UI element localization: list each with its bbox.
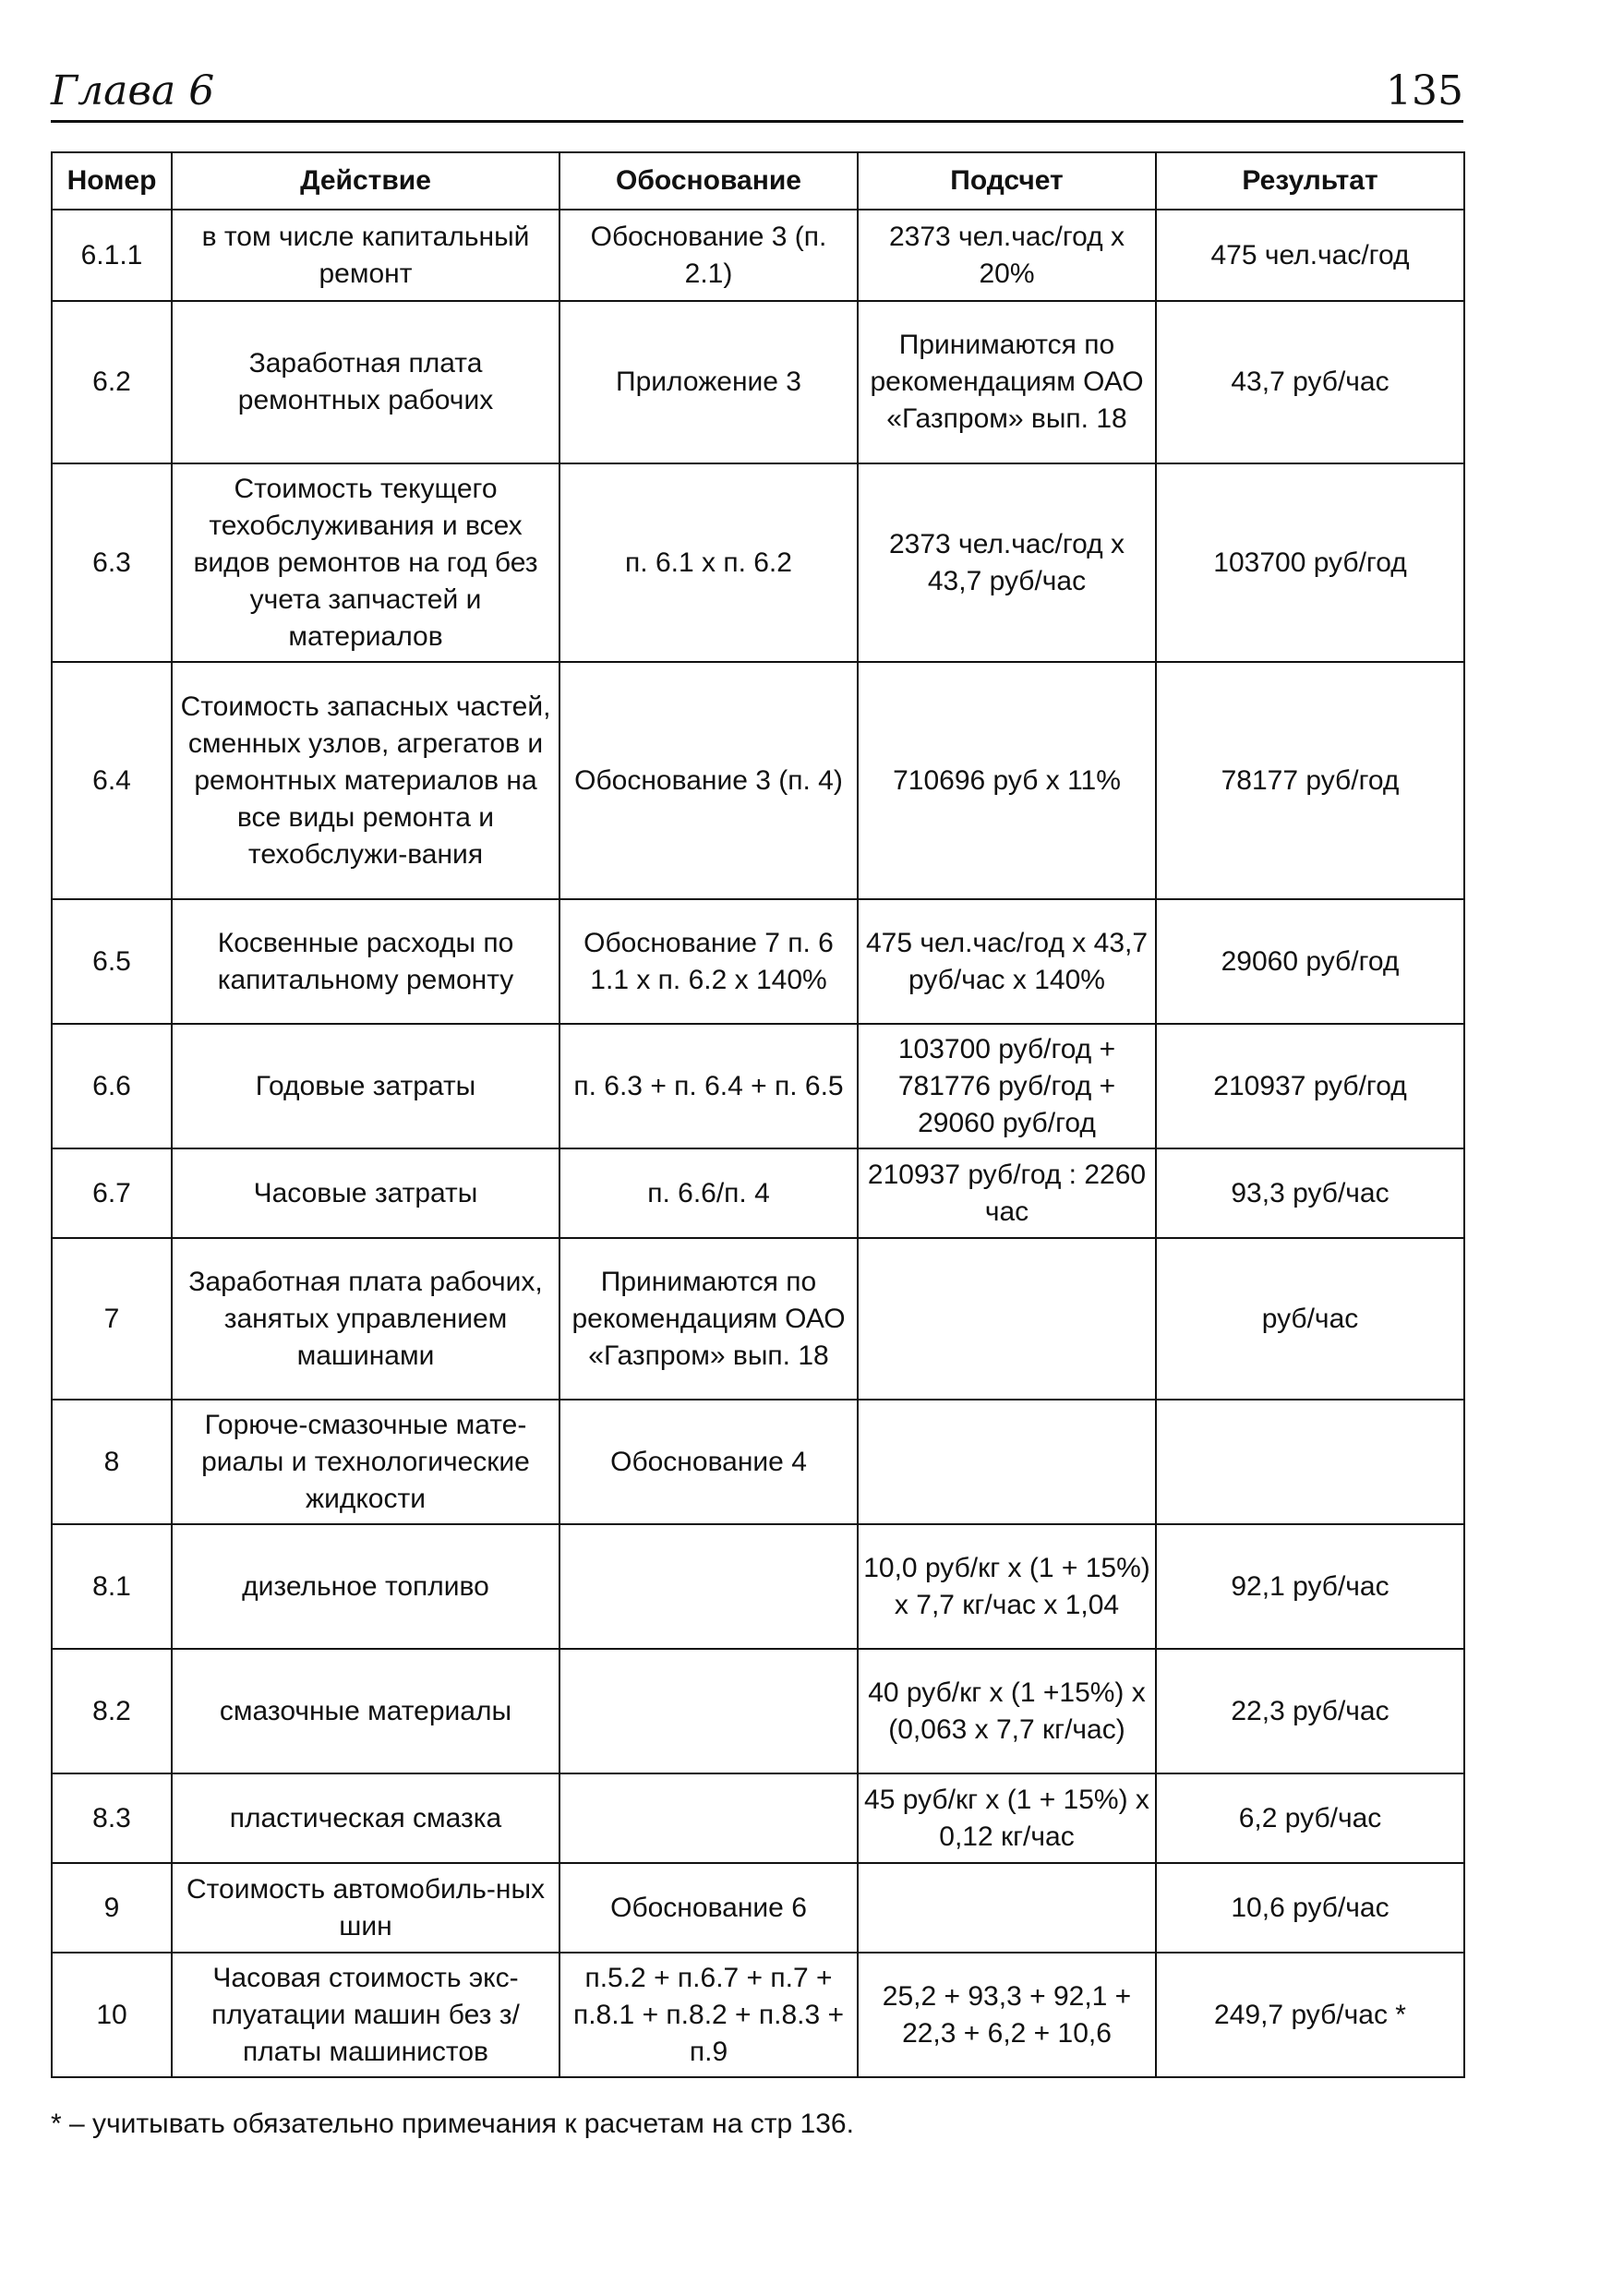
cell-number: 6.7 [52,1148,172,1238]
cell-calculation: 103700 руб/год + 781776 руб/год + 29060 руб/год [858,1024,1156,1148]
cell-calculation: 2373 чел.час/год x 20% [858,210,1156,301]
cell-basis [559,1649,858,1773]
table-row [52,210,1464,301]
cell-result: 249,7 руб/час * [1156,1953,1464,2077]
cell-number: 6.6 [52,1024,172,1148]
cell-result: 78177 руб/год [1156,662,1464,899]
table-row [52,1773,1464,1863]
cell-action: смазочные материалы [172,1649,559,1773]
cell-calculation: 40 руб/кг х (1 +15%) х (0,063 х 7,7 кг/час) [858,1649,1156,1773]
table-row [52,1024,1464,1148]
table-row [52,1524,1464,1649]
table-row [52,1863,1464,1953]
cell-result: 210937 руб/год [1156,1024,1464,1148]
cell-calculation: Принимаются по рекомендациям ОАО «Газпром» вып. 18 [858,301,1156,463]
cell-basis: п. 6.1 х п. 6.2 [559,463,858,662]
cell-action: Стоимость текущего техобслуживания и всех видов ремонтов на год без учета запчастей и материалов [172,463,559,662]
table-row [52,1953,1464,2077]
cell-basis: Обоснование 6 [559,1863,858,1953]
table-row [52,662,1464,899]
cell-calculation: 210937 руб/год : 2260 час [858,1148,1156,1238]
cell-calculation: 710696 руб х 11% [858,662,1156,899]
page-header [51,66,1463,123]
cell-basis: п. 6.6/п. 4 [559,1148,858,1238]
cell-action: Горюче-смазочные мате-риалы и технологические жидкости [172,1400,559,1524]
page-number: 135 [1386,67,1463,114]
cell-calculation: 2373 чел.час/год x 43,7 руб/час [858,463,1156,662]
calculation-table [51,151,1465,2078]
table-row [52,1649,1464,1773]
cell-result: 93,3 руб/час [1156,1148,1464,1238]
cell-result: 22,3 руб/час [1156,1649,1464,1773]
cell-action: в том числе капитальный ремонт [172,210,559,301]
cell-action: Часовая стоимость экс-плуатации машин без з/платы машинистов [172,1953,559,2077]
cell-action: Заработная плата ремонтных рабочих [172,301,559,463]
cell-calculation: 10,0 руб/кг х (1 + 15%) х 7,7 кг/час х 1,04 [858,1524,1156,1649]
cell-calculation [858,1863,1156,1953]
cell-basis: Обоснование 3 (п. 4) [559,662,858,899]
column-header-basis: Обоснование [559,152,858,210]
cell-number: 8.2 [52,1649,172,1773]
cell-basis: Принимаются по рекомендациям ОАО «Газпром» вып. 18 [559,1238,858,1400]
cell-action: Часовые затраты [172,1148,559,1238]
cell-number: 7 [52,1238,172,1400]
cell-number: 6.1.1 [52,210,172,301]
column-header-calculation: Подсчет [858,152,1156,210]
cell-action: Стоимость автомобиль-ных шин [172,1863,559,1953]
column-header-number: Номер [52,152,172,210]
table-row [52,463,1464,662]
cell-number: 9 [52,1863,172,1953]
cell-result: 29060 руб/год [1156,899,1464,1024]
cell-result [1156,1400,1464,1524]
cell-number: 10 [52,1953,172,2077]
cell-result: 475 чел.час/год [1156,210,1464,301]
cell-result: 43,7 руб/час [1156,301,1464,463]
cell-number: 6.4 [52,662,172,899]
cell-basis: Обоснование 3 (п. 2.1) [559,210,858,301]
cell-calculation [858,1238,1156,1400]
cell-number: 6.2 [52,301,172,463]
table-row [52,1400,1464,1524]
cell-basis [559,1773,858,1863]
cell-result: 6,2 руб/час [1156,1773,1464,1863]
cell-action: Заработная плата рабочих, занятых управлением машинами [172,1238,559,1400]
cell-number: 8.1 [52,1524,172,1649]
chapter-title: Глава 6 [51,67,215,114]
cell-number: 8.3 [52,1773,172,1863]
table-row [52,1238,1464,1400]
column-header-action: Действие [172,152,559,210]
cell-basis [559,1524,858,1649]
cell-result: 10,6 руб/час [1156,1863,1464,1953]
cell-calculation [858,1400,1156,1524]
cell-number: 6.3 [52,463,172,662]
cell-action: Стоимость запасных частей, сменных узлов, агрегатов и ремонтных материалов на все виды ремонта и техобслужи-вания [172,662,559,899]
cell-action: пластическая смазка [172,1773,559,1863]
cell-basis: п. 6.3 + п. 6.4 + п. 6.5 [559,1024,858,1148]
cell-action: Косвенные расходы по капитальному ремонту [172,899,559,1024]
cell-number: 6.5 [52,899,172,1024]
cell-basis: Приложение 3 [559,301,858,463]
cell-result: 103700 руб/год [1156,463,1464,662]
cell-basis: Обоснование 7 п. 6 1.1 х п. 6.2 х 140% [559,899,858,1024]
footnote: * – учитывать обязательно примечания к расчетам на стр 136. [51,2109,854,2139]
cell-result: руб/час [1156,1238,1464,1400]
column-header-result: Результат [1156,152,1464,210]
cell-action: дизельное топливо [172,1524,559,1649]
cell-calculation: 475 чел.час/год х 43,7 руб/час х 140% [858,899,1156,1024]
cell-basis: п.5.2 + п.6.7 + п.7 + п.8.1 + п.8.2 + п.8.3 + п.9 [559,1953,858,2077]
table-row [52,301,1464,463]
table-row [52,899,1464,1024]
cell-result: 92,1 руб/час [1156,1524,1464,1649]
cell-action: Годовые затраты [172,1024,559,1148]
cell-calculation: 25,2 + 93,3 + 92,1 + 22,3 + 6,2 + 10,6 [858,1953,1156,2077]
cell-basis: Обоснование 4 [559,1400,858,1524]
cell-number: 8 [52,1400,172,1524]
table-header-row [52,152,1464,210]
table-row [52,1148,1464,1238]
cell-calculation: 45 руб/кг х (1 + 15%) х 0,12 кг/час [858,1773,1156,1863]
